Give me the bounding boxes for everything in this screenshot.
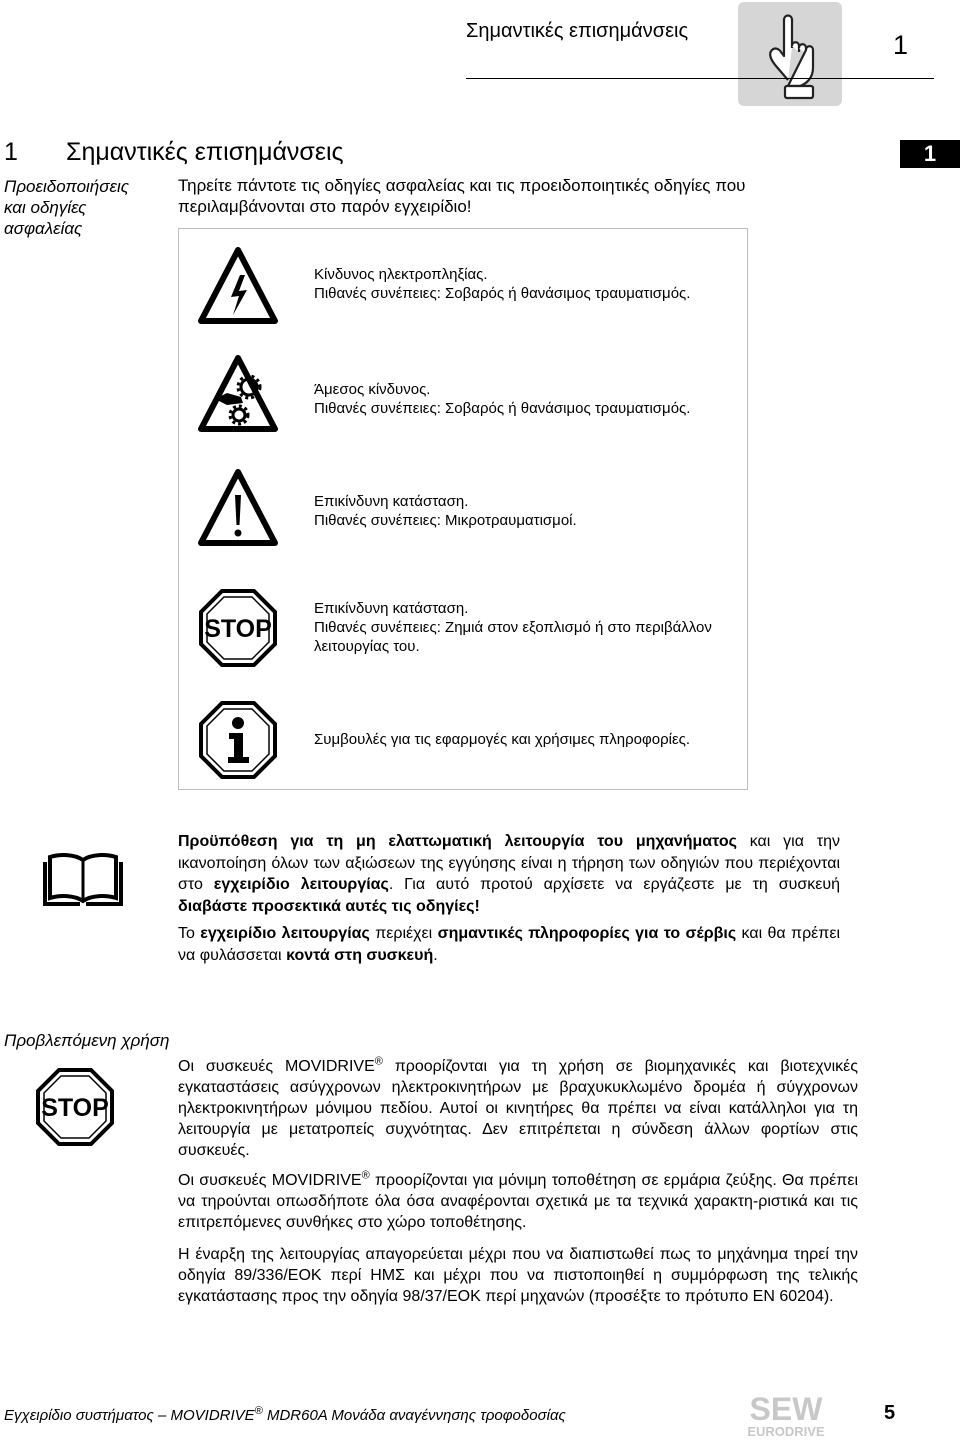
intended-use-paragraph: Οι συσκευές MOVIDRIVE® προορίζονται για τη χρήση σε βιομηχανικές και βιοτεχνικές εγκαταστάσεις ασύγχρονων ηλεκτροκινητήρων με βραχυκυκλωμένο δρομέα ή σύγχρονων ηλεκτροκινητήρων μόνιμου πεδίου. Αυτοί οι κινητήρες θα πρέπει να είναι κατάλληλοι για τη λειτουργία με μετατροπείς συχνότητας. Δεν επιτρέπεται η σύνδεση άλλων φορτίων στις συσκευές. bbox=[178, 1055, 859, 1159]
signal-heading: Άμεσος κίνδυνος. bbox=[314, 381, 431, 398]
section-number: 1 bbox=[4, 138, 18, 166]
svg-text:SEW: SEW bbox=[749, 1392, 823, 1427]
signal-heading: Επικίνδυνη κατάσταση. bbox=[314, 600, 469, 617]
electric-shock-warning-icon bbox=[197, 245, 279, 327]
signal-text: Πιθανές συνέπειες: Μικροτραυματισμοί. bbox=[314, 512, 577, 529]
page-header-title: Σημαντικές επισημάνσεις bbox=[466, 20, 689, 42]
safety-intro: Τηρείτε πάντοτε τις οδηγίες ασφαλείας και τις προειδοποιητικές οδηγίες που περιλαμβάνονται στο παρόν εγχειρίδιο! bbox=[178, 176, 746, 216]
intended-use-paragraph: Οι συσκευές MOVIDRIVE® προορίζονται για μόνιμη τοποθέτηση σε ερμάρια ζεύξης. Θα πρέπει να τηρούνται οπωσδήποτε όλα όσα αναφέρονται σχετικά με τα τεχνικά χαρακτη-ριστικά και τις επιτρεπόμενες συνθήκες στο χώρο τοποθέτησης. bbox=[178, 1169, 859, 1231]
information-icon bbox=[197, 699, 279, 781]
manual-paragraph: Το εγχειρίδιο λειτουργίας περιέχει σημαντικές πληροφορίες για το σέρβις και θα πρέπει να φυλάσσεται κοντά στη συσκευή. bbox=[178, 925, 841, 964]
signal-words-box bbox=[178, 228, 748, 790]
imminent-danger-gears-icon bbox=[197, 353, 279, 435]
footer-document-title: Εγχειρίδιο συστήματος – MOVIDRIVE® MDR60A Μονάδα αναγέννησης τροφοδοσίας bbox=[4, 1405, 566, 1424]
sew-eurodrive-logo bbox=[732, 1392, 840, 1438]
signal-text: Συμβουλές για τις εφαρμογές και χρήσιμες πληροφορίες. bbox=[314, 731, 691, 748]
chapter-tab: 1 bbox=[900, 140, 960, 168]
pointing-finger-icon bbox=[738, 2, 842, 106]
chapter-number: 1 bbox=[893, 30, 909, 60]
stop-sign-icon bbox=[197, 587, 279, 669]
intended-use-paragraph: Η έναρξη της λειτουργίας απαγορεύεται μέχρι που να διαπιστωθεί πως το μηχάνημα τηρεί την οδηγία 89/336/ΕΟΚ περί ΗΜΣ και μέχρι που να πιστοποιηθεί η συμμόρφωση της τελικής εγκατάστασης προς την οδηγία 98/37/ΕΟΚ περί μηχανών (προσέξτε το πρότυπο EN 60204). bbox=[178, 1246, 858, 1305]
open-book-icon bbox=[42, 852, 124, 908]
side-heading-intended-use: Προβλεπόμενη χρήση bbox=[4, 1031, 170, 1050]
svg-text:STOP: STOP bbox=[204, 615, 272, 643]
signal-text: Πιθανές συνέπειες: Ζημιά στον εξοπλισμό ή στο περιβάλλον λειτουργίας του. bbox=[314, 619, 712, 655]
section-title: Σημαντικές επισημάνσεις bbox=[66, 138, 344, 166]
signal-heading: Επικίνδυνη κατάσταση. bbox=[314, 493, 469, 510]
signal-heading: Κίνδυνος ηλεκτροπληξίας. bbox=[314, 266, 488, 283]
svg-text:STOP: STOP bbox=[41, 1094, 109, 1122]
exclamation-warning-icon bbox=[197, 467, 279, 549]
page-number: 5 bbox=[884, 1402, 896, 1424]
manual-paragraph: Προϋπόθεση για τη μη ελαττωματική λειτουργία του μηχανήματος και για την ικανοποίηση όλων των αξιώσεων της εγγύησης είναι η τήρηση των οδηγιών που περιέχονται στο εγχειρίδιο λειτουργίας. Για αυτό προτού αρχίσετε να εργάζεστε με τη συσκευή διαβάστε προσεκτικά αυτές τις οδηγίες! bbox=[178, 833, 841, 915]
svg-text:EURODRIVE: EURODRIVE bbox=[747, 1424, 825, 1438]
side-heading-safety: Προειδοποιήσεις και οδηγίες ασφαλείας bbox=[4, 177, 130, 238]
signal-text: Πιθανές συνέπειες: Σοβαρός ή θανάσιμος τραυματισμός. bbox=[314, 285, 691, 302]
stop-sign-icon bbox=[34, 1066, 116, 1148]
header-divider bbox=[466, 78, 934, 79]
signal-text: Πιθανές συνέπειες: Σοβαρός ή θανάσιμος τραυματισμός. bbox=[314, 400, 691, 417]
